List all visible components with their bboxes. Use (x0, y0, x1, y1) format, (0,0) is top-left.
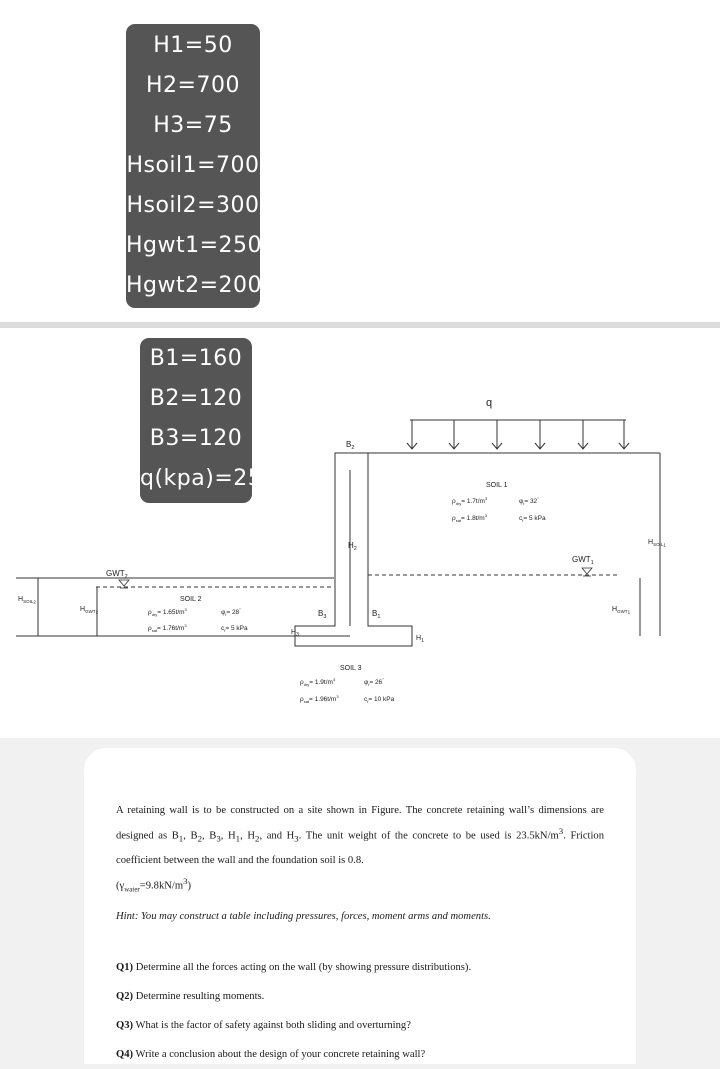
dim-h3: H3=75 (153, 113, 233, 138)
load-label: q (486, 397, 493, 409)
soil2-c: $c_f= 5$ kPa (221, 625, 248, 633)
dim-h1: H1=50 (153, 33, 233, 58)
hsoil2-label: $H_{SOIL}2$ (18, 596, 36, 605)
dim-hgwt1: Hgwt1=250 (126, 233, 263, 258)
soil2-properties (148, 596, 248, 633)
b3-label: $B_3$ (318, 609, 327, 620)
dim-q: q(kpa)=25 (140, 466, 263, 491)
soil2-rho-sat: $\rho_{sat}= 1.76t/m^3$ (148, 623, 187, 633)
dim-h2: H2=700 (146, 73, 240, 98)
problem-statement: A retaining wall is to be constructed on a site shown in Figure. The concrete retaining wall’s dimensions are designed as $B_1$, $B_2$, $B_3$, $H_1$, $H_2$, and $H_3$. The unit weight of the concrete to be used is $23.5kN/m^3$. Friction coefficient between the wall and the foundation soil is 0.8. (116, 805, 604, 866)
soil2-name: SOIL 2 (180, 596, 202, 603)
retaining-wall-figure (0, 380, 720, 720)
question-4: Q4) Write a conclusion about the design of your concrete retaining wall? (116, 1049, 426, 1061)
dim-b3: B3=120 (149, 426, 243, 451)
soil3-rho-dry: $\rho_{dry}= 1.9t/m^3$ (300, 677, 336, 687)
dim-hsoil1: Hsoil1=700 (126, 153, 260, 178)
soil3-name: SOIL 3 (340, 665, 362, 672)
h3-label: $H_3$ (291, 629, 299, 638)
soil1-rho-sat: $\rho_{sat}= 1.8t/m^3$ (452, 513, 487, 523)
h1-label: $H_1$ (416, 635, 424, 644)
gwt2-label: $GWT_2$ (106, 569, 128, 580)
hint-text: Hint: You may construct a table including pressures, forces, moment arms and moments. (116, 911, 491, 923)
question-1: Q1) Determine all the forces acting on the wall (by showing pressure distributions). (116, 962, 472, 974)
soil1-rho-dry: $\rho_{dry}= 1.7t/m^3$ (452, 496, 488, 506)
problem-text (116, 800, 604, 1069)
soil3-rho-sat: $\rho_{sat}= 1.96t/m^3$ (300, 694, 339, 704)
dim-b1: B1=160 (149, 346, 243, 371)
gwt1-label: $GWT_1$ (572, 555, 594, 566)
hgwt1-label: $H_{GWT}1$ (612, 606, 631, 615)
soil3-c: $c_f= 10$ kPa (364, 696, 395, 704)
soil3-phi: $\varphi_f= 26^\circ$ (364, 677, 384, 687)
h2-label: $H_2$ (348, 541, 357, 552)
b2-label: $B_2$ (346, 440, 355, 451)
b1-label: $B_1$ (372, 609, 381, 620)
dimensions-box-heights (126, 24, 263, 308)
dim-hgwt2: Hgwt2=200 (126, 273, 263, 298)
hsoil1-label: $H_{SOIL}1$ (648, 539, 666, 548)
hgwt2-label: $H_{GWT}2$ (80, 606, 99, 615)
soil1-properties (452, 482, 546, 523)
soil1-name: SOIL 1 (486, 482, 508, 489)
top-panel (0, 0, 720, 322)
dim-b2: B2=120 (149, 386, 243, 411)
soil2-phi: $\varphi_f= 28^\circ$ (221, 607, 241, 617)
soil2-rho-dry: $\rho_{dry}= 1.65t/m^3$ (148, 607, 187, 617)
water-unit-weight: $(\gamma_{water}=9.8kN/m^3)$ (116, 875, 192, 894)
load-arrows (407, 420, 629, 449)
soil1-phi: $\varphi_f= 32^\circ$ (519, 496, 539, 506)
question-2: Q2) Determine resulting moments. (116, 991, 265, 1003)
gwt1-marker (582, 568, 592, 574)
dim-hsoil2: Hsoil2=300 (126, 193, 260, 218)
question-3: Q3) What is the factor of safety against both sliding and overturning? (116, 1020, 411, 1032)
gwt2-marker (119, 580, 129, 586)
soil3-properties (300, 665, 395, 704)
soil1-c: $c_f= 5$ kPa (519, 515, 546, 523)
